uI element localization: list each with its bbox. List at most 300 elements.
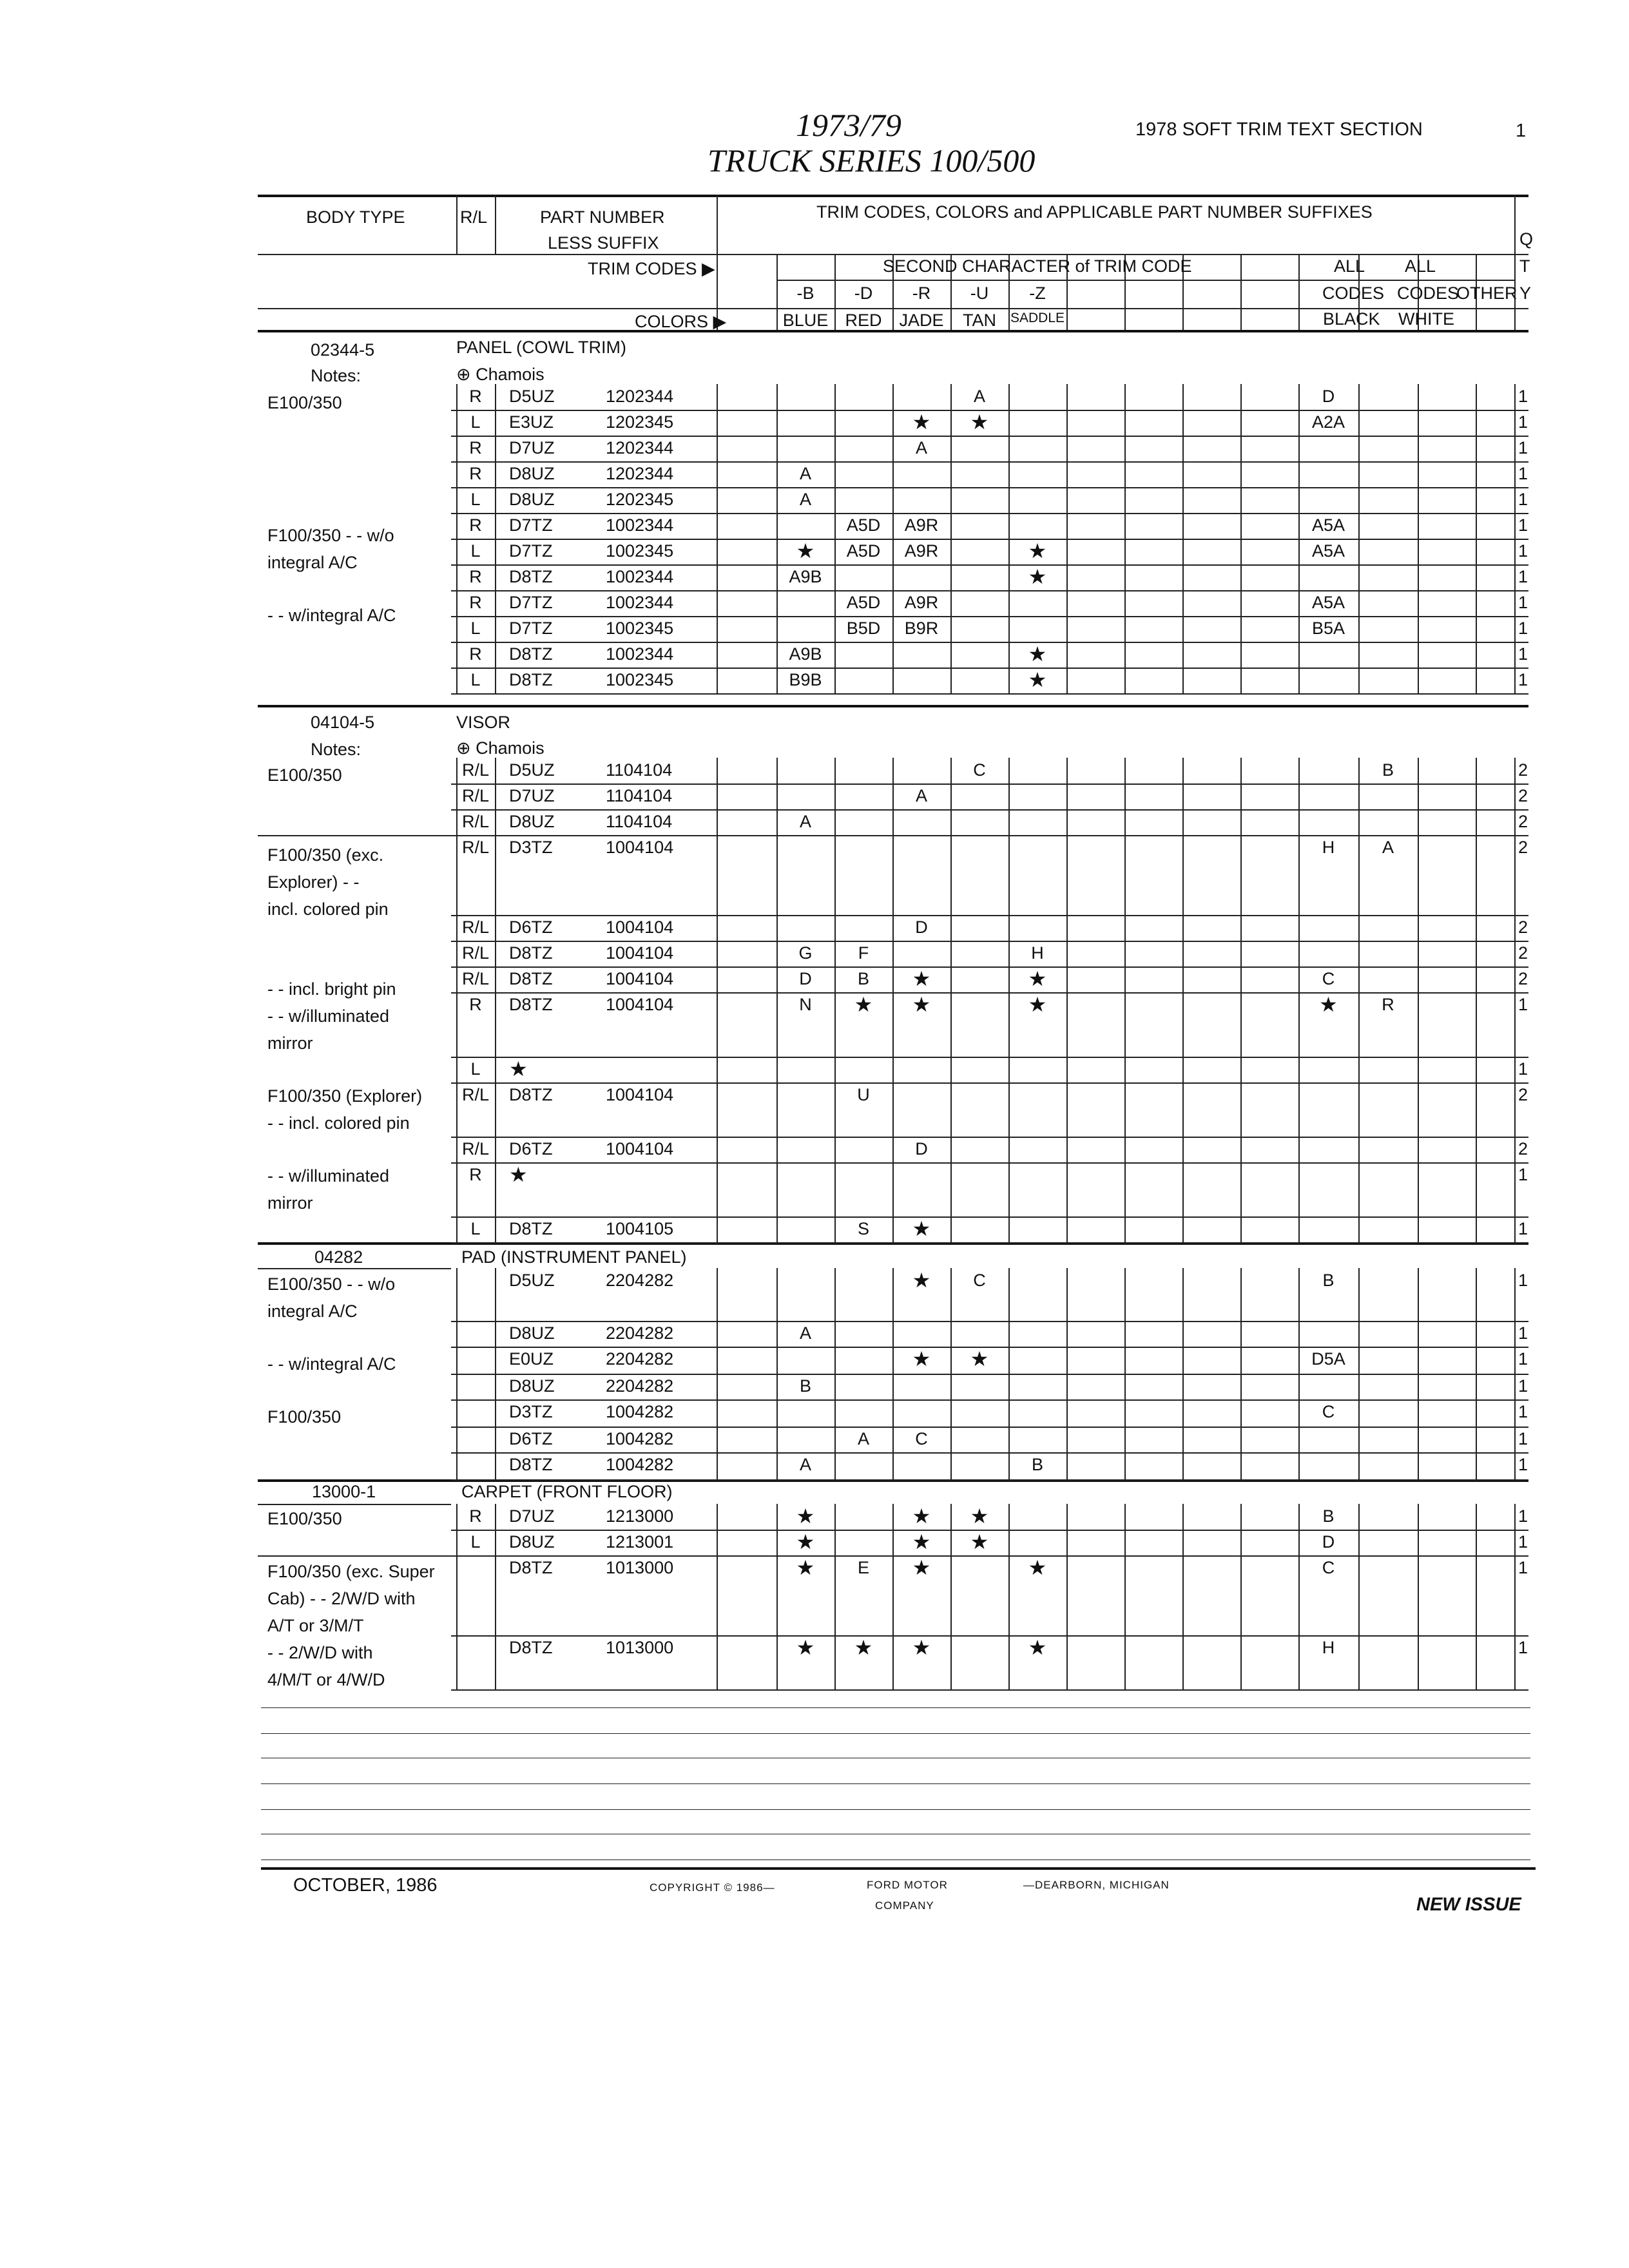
column-rule (834, 1452, 836, 1479)
column-rule (776, 1347, 778, 1374)
section-number: 02344-5 (311, 340, 375, 360)
column-rule (1124, 1321, 1126, 1347)
row-rule (451, 1082, 1528, 1084)
column-rule (495, 1452, 496, 1479)
cell-jade: ★ (912, 1347, 931, 1370)
cell-black: C (1322, 1402, 1335, 1421)
cell-red: ★ (854, 993, 873, 1016)
column-rule (1240, 668, 1242, 693)
column-rule (1298, 461, 1300, 487)
cell-black: A5A (1311, 515, 1345, 535)
column-rule (892, 1452, 894, 1479)
row-rule (451, 783, 1528, 785)
cell-red: B (857, 969, 869, 988)
column-rule (717, 1504, 718, 1530)
cell-qty: 1 (1518, 619, 1528, 638)
column-rule (1182, 564, 1184, 590)
column-rule (1008, 1427, 1010, 1452)
row-rule (451, 564, 1528, 566)
column-rule (776, 436, 778, 461)
column-rule (456, 1347, 458, 1374)
column-rule (1008, 915, 1010, 941)
column-rule (1008, 590, 1010, 616)
column-rule (1182, 758, 1184, 783)
section-note: ⊕ Chamois (456, 738, 545, 758)
cell-blue: A9B (789, 567, 822, 586)
column-rule (717, 590, 718, 616)
row-rule (451, 487, 1528, 488)
column-rule (1124, 564, 1126, 590)
column-rule (1066, 461, 1068, 487)
column-rule (1008, 1137, 1010, 1162)
cell-prefix: D8TZ (509, 1085, 553, 1104)
column-rule (717, 1635, 718, 1689)
body-type: E100/350 (267, 393, 342, 412)
column-rule (1514, 1555, 1516, 1635)
column-rule (892, 384, 894, 410)
cell-blue: N (799, 995, 812, 1014)
column-rule (1298, 1137, 1300, 1162)
column-rule (834, 1504, 836, 1530)
row-rule (451, 941, 1528, 942)
column-rule (495, 1399, 496, 1427)
column-rule (834, 384, 836, 410)
column-rule (1476, 539, 1477, 564)
row-rule (451, 461, 1528, 463)
cell-blue: B9B (789, 670, 822, 689)
column-rule (1476, 809, 1477, 835)
column-rule (495, 758, 496, 783)
column-rule (495, 590, 496, 616)
column-rule (1298, 809, 1300, 835)
column-rule (834, 436, 836, 461)
column-rule (1418, 564, 1419, 590)
cell-white: B (1382, 760, 1394, 780)
arrow-right-icon: ▶ (713, 312, 727, 331)
column-rule (717, 835, 718, 915)
cell-red: E (857, 1558, 869, 1577)
footer-date: OCTOBER, 1986 (293, 1875, 438, 1896)
column-rule (1418, 1452, 1419, 1479)
row-rule (451, 1242, 1528, 1244)
cell-prefix: D5UZ (509, 760, 555, 780)
column-rule (1066, 1216, 1068, 1242)
column-rule (1240, 487, 1242, 513)
column-rule (1358, 941, 1360, 966)
column-rule (1066, 1530, 1068, 1555)
cell-black: ★ (1319, 993, 1338, 1016)
column-rule (1418, 941, 1419, 966)
column-rule (1514, 966, 1516, 992)
column-rule (776, 915, 778, 941)
body-type: - - w/integral A/C (267, 606, 396, 625)
column-rule (456, 1452, 458, 1479)
column-rule (1008, 1530, 1010, 1555)
cell-saddle: B (1031, 1455, 1043, 1474)
body-type: Explorer) - - (267, 872, 360, 892)
column-rule (1298, 783, 1300, 809)
column-rule (1514, 1504, 1516, 1530)
column-rule (1124, 642, 1126, 668)
column-rule (1124, 436, 1126, 461)
cell-rl: L (470, 670, 481, 689)
column-rule (1182, 1374, 1184, 1399)
cell-prefix: D8TZ (509, 1638, 553, 1657)
cell-rl: L (470, 1532, 481, 1552)
cell-rl: R/L (461, 812, 490, 831)
column-rule (1476, 1635, 1477, 1689)
column-rule (1066, 642, 1068, 668)
cell-qty: 1 (1518, 515, 1528, 535)
cell-num: 1004282 (606, 1455, 674, 1474)
column-rule (1066, 1162, 1068, 1216)
cell-qty: 1 (1518, 387, 1528, 406)
column-rule (1358, 1452, 1360, 1479)
cell-prefix: D8TZ (509, 670, 553, 689)
cell-prefix: D8TZ (509, 995, 553, 1014)
cell-rl: R (469, 515, 482, 535)
column-rule (1476, 941, 1477, 966)
column-rule (776, 1216, 778, 1242)
column-rule (1124, 1452, 1126, 1479)
column-rule (776, 616, 778, 642)
cell-saddle: H (1031, 943, 1044, 963)
color-heading: SADDLE (1010, 311, 1065, 325)
body-type: integral A/C (267, 1302, 358, 1321)
cell-qty: 1 (1518, 1402, 1528, 1421)
column-rule (1124, 1555, 1126, 1635)
column-rule (1476, 783, 1477, 809)
column-rule (1358, 1082, 1360, 1137)
column-rule (1124, 1374, 1126, 1399)
column-rule (1418, 915, 1419, 941)
cell-rl: L (470, 412, 481, 432)
blank-rule (261, 1809, 1530, 1810)
cell-prefix: D7UZ (509, 438, 555, 457)
column-rule (1240, 1057, 1242, 1082)
column-rule (495, 1321, 496, 1347)
cell-jade: ★ (912, 1504, 931, 1528)
cell-blue: A (799, 812, 811, 831)
column-rule (1514, 436, 1516, 461)
column-rule (950, 1137, 952, 1162)
column-rule (1418, 668, 1419, 693)
cell-prefix: D8UZ (509, 1323, 555, 1343)
cell-red: F (858, 943, 869, 963)
column-rule (717, 1057, 718, 1082)
column-rule (1240, 384, 1242, 410)
col-body-type: BODY TYPE (306, 207, 405, 227)
column-rule (1124, 539, 1126, 564)
column-rule (950, 992, 952, 1057)
column-rule (717, 941, 718, 966)
cell-rl: L (470, 541, 481, 561)
column-rule (1298, 1057, 1300, 1082)
cell-qty: 1 (1518, 1638, 1528, 1657)
color-heading: TAN (963, 311, 996, 330)
row-rule (451, 1137, 1528, 1138)
column-rule (1182, 915, 1184, 941)
column-rule (495, 1374, 496, 1399)
column-rule (1418, 809, 1419, 835)
cell-prefix: D5UZ (509, 1271, 555, 1290)
column-rule (1008, 1374, 1010, 1399)
column-rule (950, 668, 952, 693)
cell-jade: ★ (912, 1530, 931, 1553)
cell-num: 1004104 (606, 1139, 674, 1158)
column-rule (495, 1082, 496, 1137)
column-rule (1358, 642, 1360, 668)
column-rule (495, 915, 496, 941)
cell-jade: ★ (912, 1556, 931, 1579)
cell-num: 1013000 (606, 1558, 674, 1577)
column-rule (1476, 1162, 1477, 1216)
column-rule (1182, 461, 1184, 487)
cell-qty: 1 (1518, 541, 1528, 561)
column-rule (1124, 513, 1126, 539)
cell-black: C (1322, 1558, 1335, 1577)
column-rule (1298, 1082, 1300, 1137)
column-rule (1066, 513, 1068, 539)
column-rule (1182, 616, 1184, 642)
column-rule (1182, 1427, 1184, 1452)
column-rule (1358, 1162, 1360, 1216)
cell-saddle: ★ (1028, 967, 1047, 990)
cell-qty: 1 (1518, 1219, 1528, 1238)
column-rule (1418, 1504, 1419, 1530)
column-rule (495, 616, 496, 642)
column-rule (776, 410, 778, 436)
column-rule (717, 1555, 718, 1635)
cell-rl: R (469, 1165, 482, 1184)
column-rule (776, 1399, 778, 1427)
column-rule (456, 1268, 458, 1321)
column-rule (1298, 915, 1300, 941)
column-rule (1124, 992, 1126, 1057)
column-rule (1514, 616, 1516, 642)
column-rule (717, 539, 718, 564)
column-rule (950, 1635, 952, 1689)
cell-prefix: D8UZ (509, 464, 555, 483)
column-rule (950, 1162, 952, 1216)
cell-black: H (1322, 1638, 1335, 1657)
title-year: 1973/79 (796, 107, 901, 143)
row-rule (451, 590, 1528, 591)
column-rule (1476, 966, 1477, 992)
column-rule (950, 1216, 952, 1242)
cell-prefix: D5UZ (509, 387, 555, 406)
cell-prefix: D8TZ (509, 567, 553, 586)
cell-rl: L (470, 1219, 481, 1238)
cell-saddle: ★ (1028, 668, 1047, 691)
column-rule (1124, 1347, 1126, 1374)
column-rule (1240, 1374, 1242, 1399)
column-rule (1008, 783, 1010, 809)
column-rule (834, 809, 836, 835)
column-rule (1358, 1530, 1360, 1555)
cell-num: 1213001 (606, 1532, 674, 1552)
cell-num: 1202344 (606, 438, 674, 457)
column-rule (1476, 915, 1477, 941)
row-rule (451, 1374, 1528, 1375)
row-rule (451, 1555, 1528, 1557)
column-rule (1182, 1399, 1184, 1427)
row-rule (451, 1057, 1528, 1058)
column-rule (1476, 1216, 1477, 1242)
column-rule (717, 809, 718, 835)
title-series: TRUCK SERIES 100/500 (708, 142, 1036, 178)
cell-white: R (1382, 995, 1394, 1014)
column-rule (1514, 487, 1516, 513)
column-rule (1066, 1452, 1068, 1479)
column-rule (1358, 1321, 1360, 1347)
column-rule (892, 487, 894, 513)
column-rule (1476, 835, 1477, 915)
column-rule (1298, 1452, 1300, 1479)
column-rule (495, 461, 496, 487)
cell-prefix: D8UZ (509, 1376, 555, 1396)
column-rule (717, 915, 718, 941)
body-type: mirror (267, 1033, 313, 1053)
cell-qty: 1 (1518, 1429, 1528, 1448)
column-rule (1358, 513, 1360, 539)
column-rule (950, 436, 952, 461)
column-rule (892, 1321, 894, 1347)
column-rule (1124, 1162, 1126, 1216)
column-rule (1240, 590, 1242, 616)
row-rule (451, 1427, 1528, 1428)
column-rule (1066, 590, 1068, 616)
cell-prefix: ★ (509, 1163, 528, 1186)
column-rule (1066, 1504, 1068, 1530)
column-rule (1418, 1635, 1419, 1689)
column-rule (717, 1452, 718, 1479)
column-rule (776, 1082, 778, 1137)
column-rule (1008, 835, 1010, 915)
row-rule (451, 642, 1528, 643)
column-rule (495, 1216, 496, 1242)
column-rule (1514, 461, 1516, 487)
cell-jade: ★ (912, 410, 931, 434)
cell-jade: A9R (904, 593, 939, 612)
column-rule (717, 616, 718, 642)
column-rule (1358, 966, 1360, 992)
blank-rule (261, 1707, 1530, 1708)
column-rule (834, 1321, 836, 1347)
cell-num: 2204282 (606, 1323, 674, 1343)
column-rule (1298, 1162, 1300, 1216)
cell-jade: B9R (904, 619, 939, 638)
column-rule (1008, 461, 1010, 487)
column-rule (1240, 1452, 1242, 1479)
column-rule (1066, 1082, 1068, 1137)
cell-blue: B (799, 1376, 811, 1396)
cell-prefix: D7UZ (509, 786, 555, 805)
column-rule (717, 1347, 718, 1374)
body-type-rule (258, 1268, 451, 1269)
header-rule (776, 280, 1514, 281)
cell-jade: C (915, 1429, 928, 1448)
column-rule (717, 1530, 718, 1555)
column-rule (495, 1530, 496, 1555)
column-rule (1182, 590, 1184, 616)
cell-qty: 1 (1518, 1271, 1528, 1290)
cell-qty: 1 (1518, 490, 1528, 509)
body-type: - - w/illuminated (267, 1166, 390, 1186)
cell-num: 1104104 (606, 786, 673, 805)
column-rule (1240, 941, 1242, 966)
body-type: integral A/C (267, 553, 358, 572)
column-rule (892, 809, 894, 835)
column-rule (1066, 564, 1068, 590)
column-rule (1124, 758, 1126, 783)
column-rule (717, 1082, 718, 1137)
column-rule (1476, 1427, 1477, 1452)
column-rule (1182, 487, 1184, 513)
column-rule (1476, 1452, 1477, 1479)
cell-num: 1004282 (606, 1429, 674, 1448)
section-name: PAD (INSTRUMENT PANEL) (461, 1247, 687, 1267)
column-rule (1182, 436, 1184, 461)
cell-qty: 1 (1518, 644, 1528, 664)
column-rule (1418, 1399, 1419, 1427)
column-rule (776, 758, 778, 783)
column-rule (1514, 1216, 1516, 1242)
column-rule (495, 1635, 496, 1689)
column-rule (1124, 809, 1126, 835)
column-rule (1240, 1555, 1242, 1635)
column-rule (1514, 1530, 1516, 1555)
column-rule (1066, 1321, 1068, 1347)
column-rule (1514, 992, 1516, 1057)
column-rule (834, 461, 836, 487)
cell-white: A (1382, 838, 1394, 857)
column-rule (1240, 758, 1242, 783)
cell-red: A5D (846, 541, 881, 561)
cell-rl: R (469, 438, 482, 457)
all-codes-black-2: CODES (1322, 284, 1385, 303)
cell-prefix: D6TZ (509, 1139, 553, 1158)
column-rule (1476, 1530, 1477, 1555)
column-rule (1240, 1530, 1242, 1555)
cell-num: 1004104 (606, 838, 674, 857)
cell-num: 1202344 (606, 464, 674, 483)
column-rule (717, 758, 718, 783)
cell-black: C (1322, 969, 1335, 988)
row-rule (451, 1399, 1528, 1401)
column-rule (1008, 1057, 1010, 1082)
column-rule (1358, 436, 1360, 461)
cell-jade: A9R (904, 515, 939, 535)
column-rule (1418, 539, 1419, 564)
column-rule (1182, 1504, 1184, 1530)
column-rule (495, 1137, 496, 1162)
column-rule (1240, 1082, 1242, 1137)
column-rule (950, 461, 952, 487)
column-rule (1182, 1347, 1184, 1374)
column-rule (1476, 487, 1477, 513)
column-rule (1066, 966, 1068, 992)
cell-num: 1002344 (606, 567, 674, 586)
column-rule (1358, 487, 1360, 513)
row-rule (451, 1321, 1528, 1322)
body-type: E100/350 - - w/o (267, 1274, 396, 1294)
column-rule (717, 1268, 718, 1321)
column-rule (1124, 783, 1126, 809)
column-rule (892, 1082, 894, 1137)
column-rule (717, 195, 718, 330)
cell-jade: ★ (912, 967, 931, 990)
